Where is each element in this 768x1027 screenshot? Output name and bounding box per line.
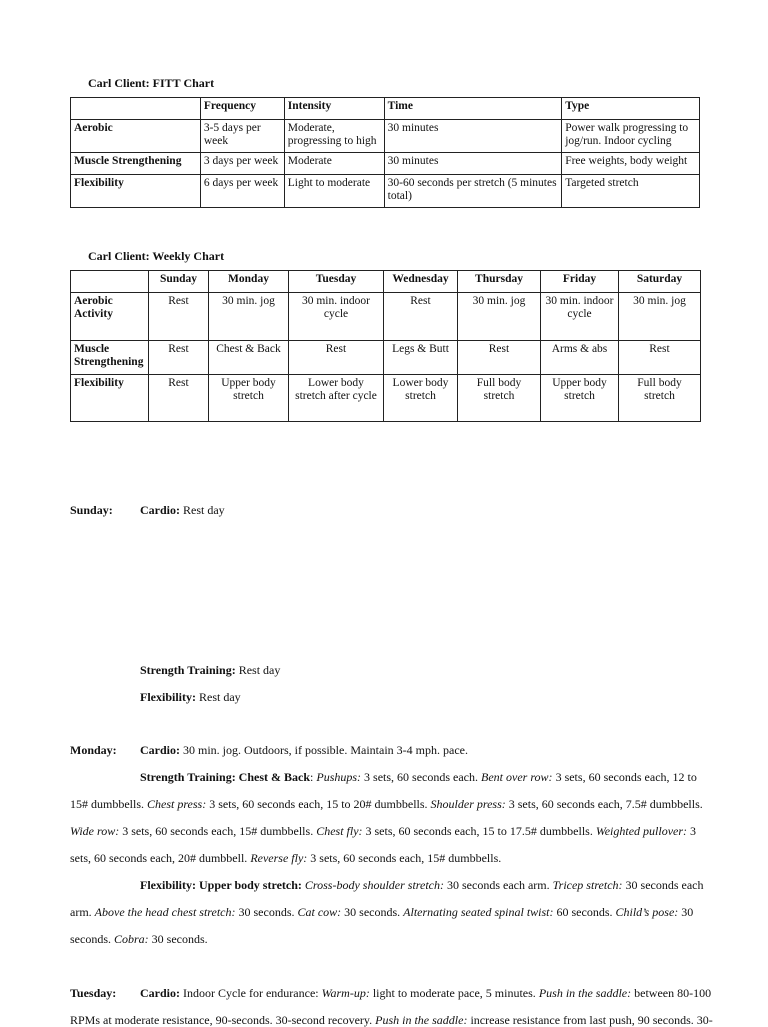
header-cell: Friday (541, 271, 619, 293)
table-cell: Rest (149, 293, 209, 341)
exercise-name: Push in the saddle: (375, 1013, 468, 1027)
monday-flex-line-2 (70, 905, 693, 919)
day-label-monday: Monday: (70, 743, 117, 757)
sunday-cardio (140, 503, 225, 517)
exercise-name: Wide row: (70, 824, 120, 838)
table-cell: Power walk progressing to jog/run. Indoor cycling (562, 120, 700, 153)
exercise-name: Alternating seated spinal twist: (403, 905, 554, 919)
table-cell: Chest & Back (209, 341, 289, 375)
text: 15# dumbbells. (70, 797, 147, 811)
text: 30 (678, 905, 694, 919)
fitt-chart-caption: Carl Client: FITT Chart (88, 76, 215, 90)
table-cell: Rest (149, 341, 209, 375)
cardio-label: Cardio: (140, 503, 180, 517)
table-cell: Legs & Butt (384, 341, 458, 375)
text: 3 sets, 60 seconds each, 15# dumbbells. (307, 851, 502, 865)
exercise-name: Chest fly: (316, 824, 363, 838)
header-cell: Wednesday (384, 271, 458, 293)
day-label-sunday: Sunday: (70, 503, 113, 517)
exercise-name: Chest press: (147, 797, 207, 811)
header-cell (71, 271, 149, 293)
table-cell: 6 days per week (200, 175, 284, 208)
exercise-name: Bent over row: (481, 770, 553, 784)
cardio-text: 30 min. jog. Outdoors, if possible. Maintain 3-4 mph. pace. (180, 743, 468, 757)
header-cell: Intensity (284, 98, 384, 120)
exercise-name: Push in the saddle: (538, 986, 632, 1000)
table-cell: 3 days per week (200, 153, 284, 175)
text: 60 seconds. (553, 905, 616, 919)
row-label: Muscle Strengthening (71, 153, 201, 175)
weekly-chart-caption: Carl Client: Weekly Chart (88, 249, 225, 263)
strength-text: Rest day (235, 663, 281, 677)
monday-flex-line-3 (70, 932, 208, 946)
monday-cardio (140, 743, 468, 757)
table-cell: 30 min. indoor cycle (289, 293, 384, 341)
header-cell: Saturday (619, 271, 701, 293)
monday-strength-line-3 (70, 824, 696, 838)
table-row (71, 153, 700, 175)
table-cell: Free weights, body weight (562, 153, 700, 175)
exercise-name: Pushups: (316, 770, 362, 784)
table-cell: 3-5 days per week (200, 120, 284, 153)
exercise-name: Cobra: (114, 932, 149, 946)
exercise-name: Weighted pullover: (595, 824, 688, 838)
table-cell: Arms & abs (541, 341, 619, 375)
table-cell: Moderate (284, 153, 384, 175)
table-cell: Moderate, progressing to high (284, 120, 384, 153)
text: 3 (687, 824, 697, 838)
text: 3 sets, 60 seconds each, 7.5# dumbbells. (505, 797, 703, 811)
monday-strength-line-4 (70, 851, 501, 865)
table-cell: Rest (458, 341, 541, 375)
header-cell: Frequency (200, 98, 284, 120)
monday-strength-line-2 (70, 797, 703, 811)
flex-label: Flexibility: Upper body stretch: (140, 878, 302, 892)
table-cell: Rest (289, 341, 384, 375)
table-row (71, 341, 701, 375)
text: RPMs at moderate resistance, 90-seconds. 30-second recovery. (70, 1013, 376, 1027)
strength-label: Strength Training: (140, 663, 236, 677)
table-row (71, 120, 700, 153)
flex-text: Rest day (196, 690, 241, 704)
exercise-name: Warm-up: (321, 986, 370, 1000)
cardio-label: Cardio: (140, 743, 180, 757)
table-cell: 30 min. indoor cycle (541, 293, 619, 341)
header-cell: Monday (209, 271, 289, 293)
table-row (71, 375, 701, 422)
exercise-name: Tricep stretch: (552, 878, 623, 892)
table-cell: 30 minutes (384, 153, 562, 175)
monday-flex-line-1 (140, 878, 704, 892)
table-cell: Full body stretch (619, 375, 701, 422)
table-cell: Light to moderate (284, 175, 384, 208)
text: 30 seconds. (235, 905, 298, 919)
table-cell: Rest (384, 293, 458, 341)
text: 3 sets, 60 seconds each, 15 to 17.5# dumbbells. (362, 824, 596, 838)
table-cell: Lower body stretch (384, 375, 458, 422)
table-cell: Rest (149, 375, 209, 422)
table-cell: Lower body stretch after cycle (289, 375, 384, 422)
text: 30 seconds. (341, 905, 404, 919)
tuesday-cardio-line-1 (140, 986, 711, 1000)
exercise-name: Shoulder press: (430, 797, 506, 811)
table-row (71, 175, 700, 208)
day-label-tuesday: Tuesday: (70, 986, 117, 1000)
text: 3 sets, 60 seconds each, 12 to (552, 770, 697, 784)
text: 3 sets, 60 seconds each, 15# dumbbells. (119, 824, 317, 838)
row-label: Muscle Strengthening (71, 341, 149, 375)
table-cell: Upper body stretch (209, 375, 289, 422)
table-cell: 30-60 seconds per stretch (5 minutes total) (384, 175, 562, 208)
cardio-text: Rest day (180, 503, 225, 517)
text: arm. (70, 905, 95, 919)
tuesday-cardio-line-2 (70, 1013, 713, 1027)
header-cell (71, 98, 201, 120)
text: 3 sets, 60 seconds each. (361, 770, 482, 784)
text: increase resistance from last push, 90 seconds. 30- (467, 1013, 713, 1027)
text: 30 seconds each arm. (444, 878, 553, 892)
text: 3 sets, 60 seconds each, 15 to 20# dumbbells. (206, 797, 431, 811)
text: seconds. (70, 932, 114, 946)
header-cell: Type (562, 98, 700, 120)
sunday-flexibility (140, 690, 241, 704)
exercise-name: Cross-body shoulder stretch: (301, 878, 444, 892)
table-cell: 30 minutes (384, 120, 562, 153)
table-cell: 30 min. jog (209, 293, 289, 341)
table-cell: 30 min. jog (458, 293, 541, 341)
table-row (71, 293, 701, 341)
header-cell: Sunday (149, 271, 209, 293)
text: : (310, 770, 317, 784)
flex-label: Flexibility: (140, 690, 196, 704)
exercise-name: Above the head chest stretch: (94, 905, 236, 919)
text: between 80-100 (631, 986, 712, 1000)
cardio-label: Cardio: (140, 986, 180, 1000)
fitt-table (70, 97, 700, 208)
header-cell: Time (384, 98, 562, 120)
text: 30 seconds each (622, 878, 704, 892)
exercise-name: Child’s pose: (615, 905, 679, 919)
exercise-name: Reverse fly: (250, 851, 308, 865)
table-cell: Upper body stretch (541, 375, 619, 422)
text: light to moderate pace, 5 minutes. (369, 986, 539, 1000)
table-cell: Targeted stretch (562, 175, 700, 208)
header-cell: Tuesday (289, 271, 384, 293)
text: sets, 60 seconds each, 20# dumbbell. (70, 851, 251, 865)
sunday-strength (140, 663, 280, 677)
text: Indoor Cycle for endurance: (180, 986, 322, 1000)
exercise-name: Cat cow: (297, 905, 342, 919)
header-cell: Thursday (458, 271, 541, 293)
table-header-row (71, 271, 701, 293)
table-header-row (71, 98, 700, 120)
table-cell: Full body stretch (458, 375, 541, 422)
monday-strength-line-1 (140, 770, 697, 784)
row-label: Aerobic (71, 120, 201, 153)
row-label: Flexibility (71, 375, 149, 422)
strength-label: Strength Training: Chest & Back (140, 770, 311, 784)
weekly-table (70, 270, 701, 422)
table-cell: Rest (619, 341, 701, 375)
row-label: Aerobic Activity (71, 293, 149, 341)
text: 30 seconds. (148, 932, 208, 946)
table-cell: 30 min. jog (619, 293, 701, 341)
row-label: Flexibility (71, 175, 201, 208)
